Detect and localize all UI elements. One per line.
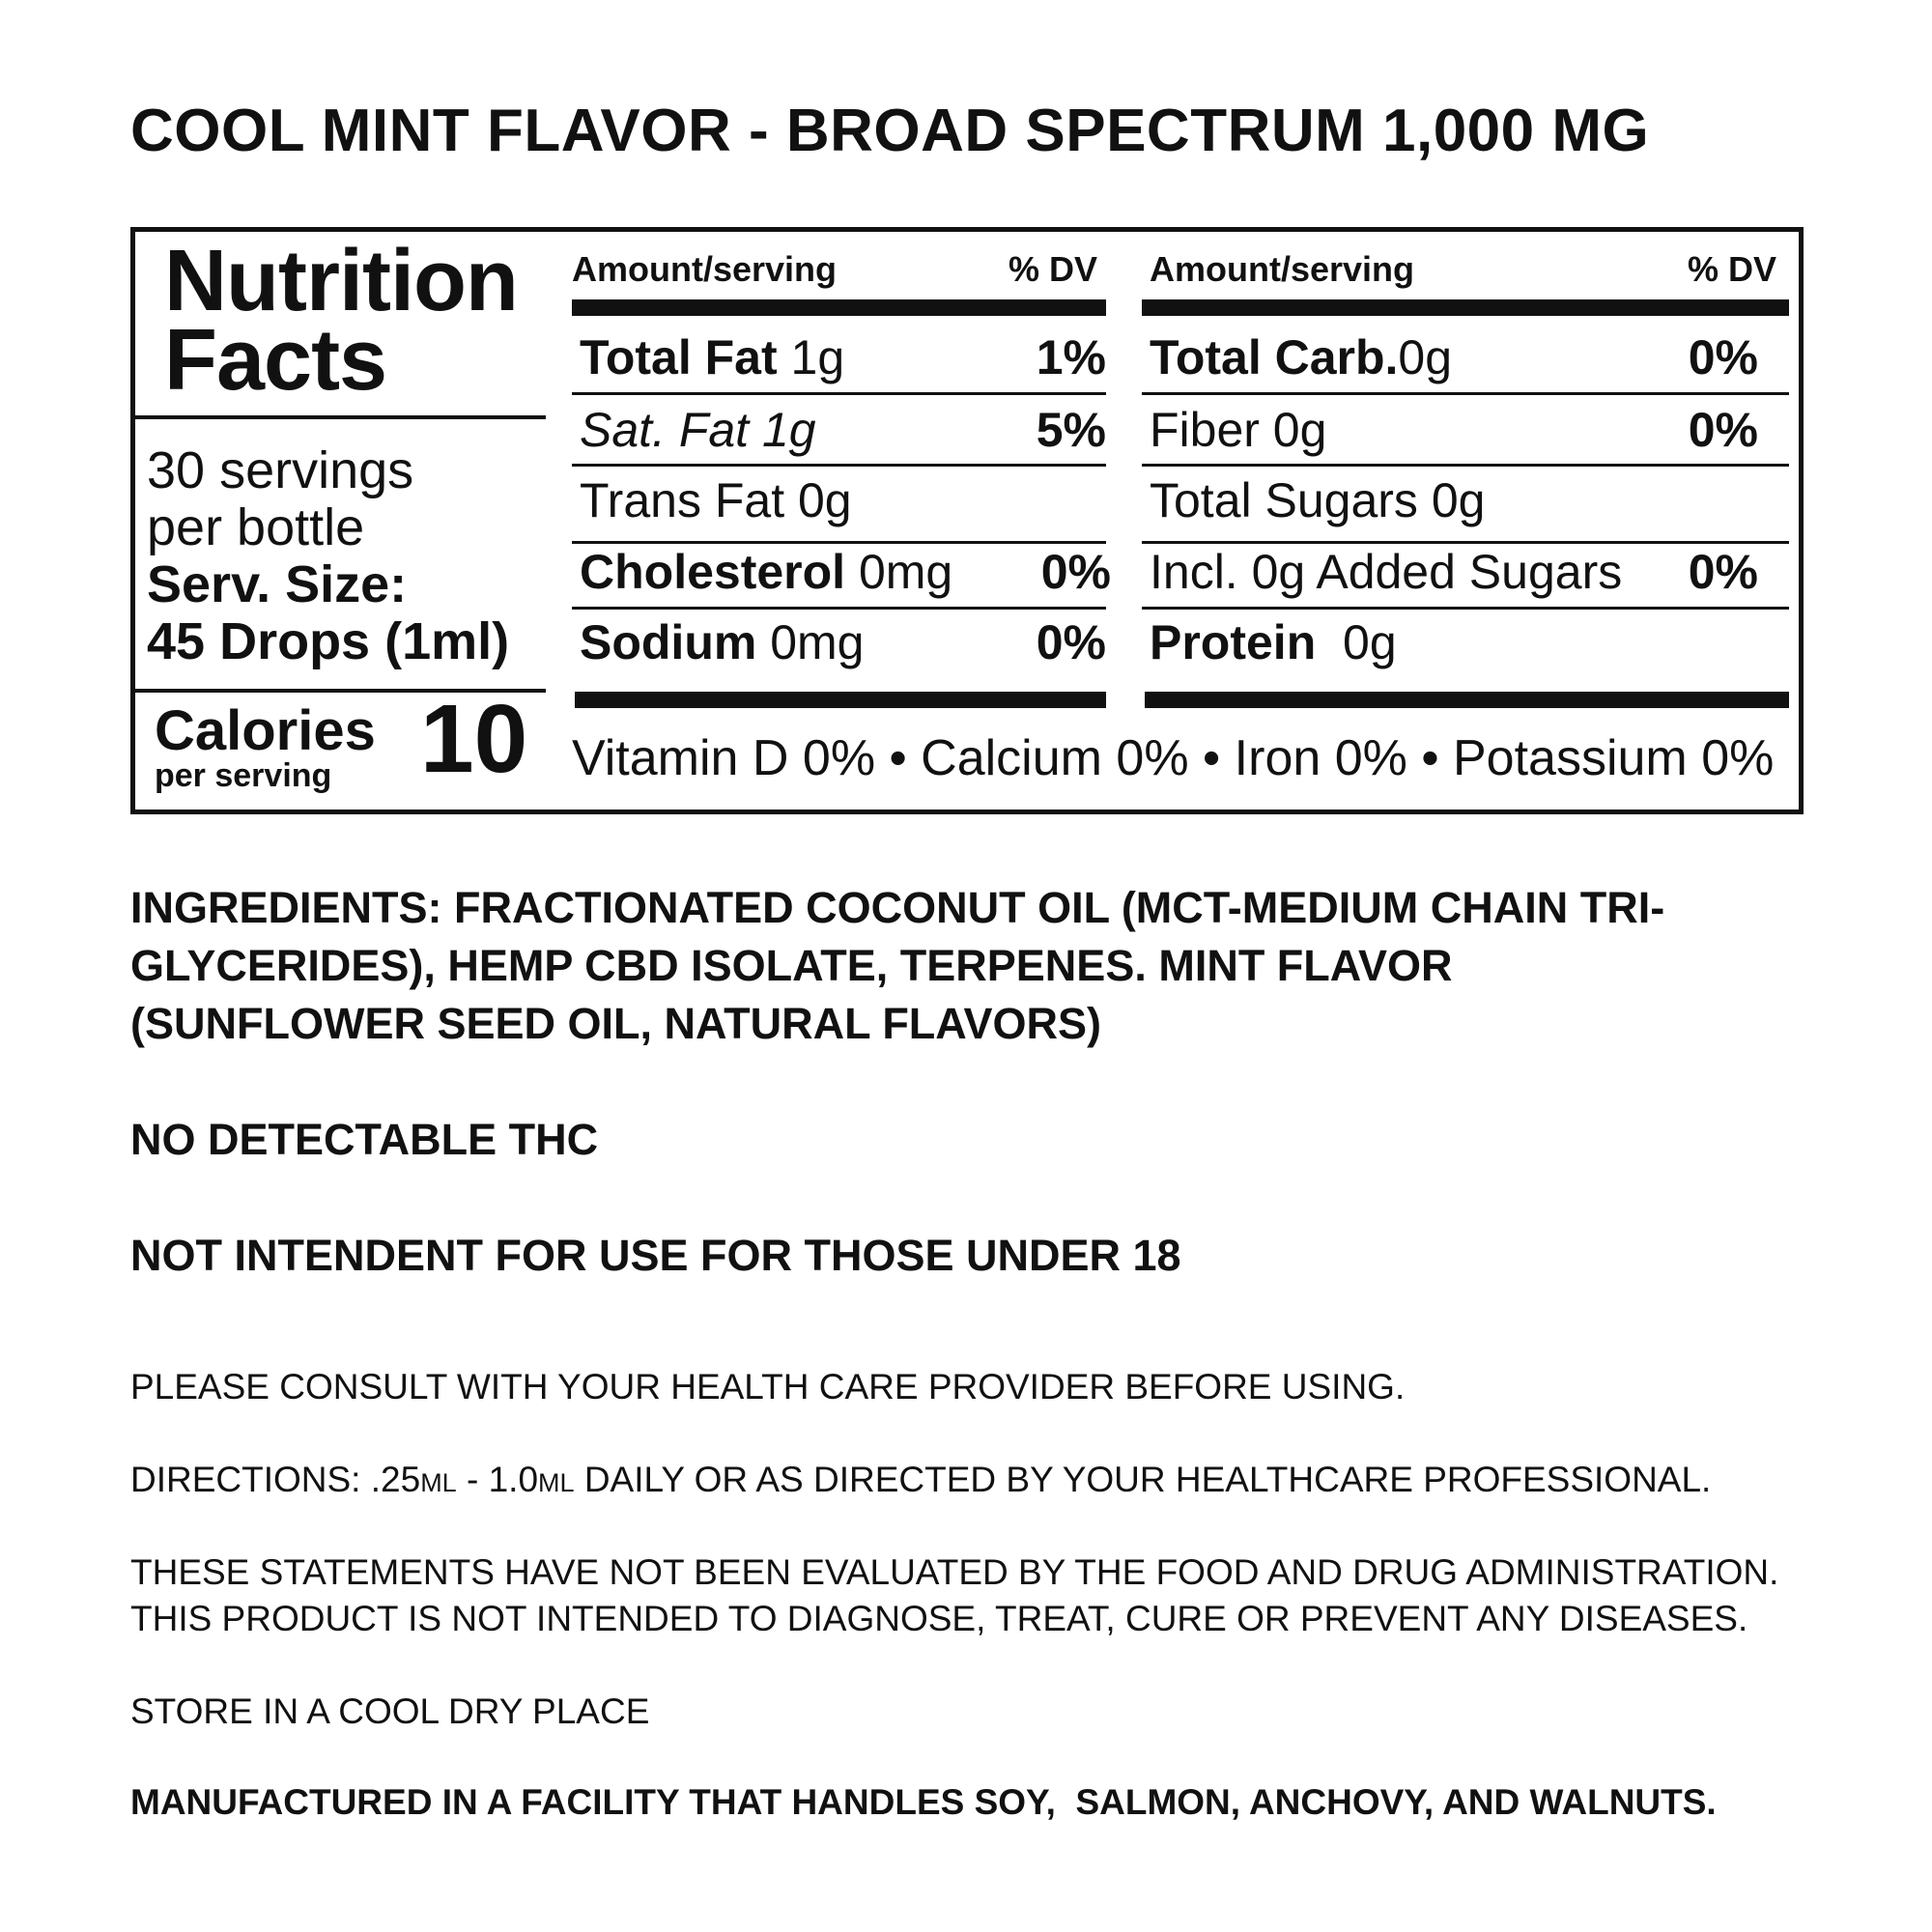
nutrient-amount: 0mg <box>756 615 865 669</box>
nutrient-row-total-sugars <box>1150 471 1485 529</box>
nutrient-row-trans-fat <box>580 471 852 529</box>
directions-prefix: DIRECTIONS: .25 <box>130 1460 421 1499</box>
heading-line-1: Nutrition <box>164 233 518 329</box>
fda-line-2: THIS PRODUCT IS NOT INTENDED TO DIAGNOSE, TREAT, CURE OR PREVENT ANY DISEASES. <box>130 1599 1748 1638</box>
nutrient-row-total-fat <box>580 328 844 386</box>
nutrient-row-protein <box>1150 613 1397 671</box>
consult-notice: PLEASE CONSULT WITH YOUR HEALTH CARE PROVIDER BEFORE USING. <box>130 1367 1406 1406</box>
directions <box>130 1457 1711 1506</box>
nutrient-dv-cholesterol: 0% <box>1040 545 1111 599</box>
serving-size <box>147 556 509 670</box>
servings-line-2: per bottle <box>147 498 365 556</box>
directions-unit: ML <box>420 1468 457 1497</box>
nutrient-name: Incl. 0g Added Sugars <box>1150 545 1623 599</box>
right-thick-rule-top <box>1142 299 1789 316</box>
nutrient-name: Sat. Fat 1g <box>580 403 816 457</box>
nutrient-name: Sodium <box>580 615 757 669</box>
nutrient-amount: 0g <box>1316 615 1397 669</box>
calories-label: Calories <box>155 699 376 762</box>
right-dv-header: % DV <box>1688 249 1777 289</box>
nutrient-row-sat-fat <box>580 401 816 459</box>
left-amount-header: Amount/serving <box>572 249 838 289</box>
nutrient-name: Total Sugars 0g <box>1150 473 1486 527</box>
servings-per-bottle <box>147 442 413 556</box>
no-thc-notice: NO DETECTABLE THC <box>130 1115 599 1164</box>
left-divider-top <box>135 415 546 419</box>
directions-suffix: DAILY OR AS DIRECTED BY YOUR HEALTHCARE PROFESSIONAL. <box>574 1460 1712 1499</box>
servings-line-1: 30 servings <box>147 441 414 499</box>
row-divider <box>1142 392 1789 395</box>
nutrient-row-cholesterol <box>580 543 952 601</box>
nutrient-row-total-carb <box>1150 328 1452 386</box>
nutrient-dv-total-fat: 1% <box>1036 330 1106 384</box>
nutrient-dv-fiber: 0% <box>1688 403 1758 457</box>
storage-instructions: STORE IN A COOL DRY PLACE <box>130 1691 650 1731</box>
left-thick-rule-bottom <box>575 692 1106 708</box>
row-divider <box>572 392 1106 395</box>
nutrient-dv-sodium: 0% <box>1036 615 1106 669</box>
age-warning: NOT INTENDENT FOR USE FOR THOSE UNDER 18 <box>130 1231 1181 1280</box>
nutrient-dv-total-carb: 0% <box>1688 330 1758 384</box>
nutrient-row-added-sugars <box>1150 543 1622 601</box>
nutrition-facts-panel <box>130 227 1804 814</box>
nutrient-name: Trans Fat 0g <box>580 473 852 527</box>
nutrient-name: Protein <box>1150 615 1317 669</box>
nutrient-amount: 1g <box>777 330 845 384</box>
serving-size-label: Serv. Size: <box>147 555 408 613</box>
nutrient-name: Total Fat <box>580 330 778 384</box>
nutrient-row-fiber <box>1150 401 1326 459</box>
right-thick-rule-bottom <box>1145 692 1789 708</box>
fda-disclaimer <box>130 1549 1778 1642</box>
nutrient-name: Total Carb. <box>1150 330 1399 384</box>
row-divider <box>1142 607 1789 610</box>
allergen-statement: MANUFACTURED IN A FACILITY THAT HANDLES SOY, SALMON, ANCHOVY, AND WALNUTS. <box>130 1782 1717 1822</box>
heading-line-2: Facts <box>164 312 387 409</box>
right-amount-header: Amount/serving <box>1150 249 1415 289</box>
nutrient-dv-sat-fat: 5% <box>1036 403 1106 457</box>
directions-unit: ML <box>538 1468 575 1497</box>
fda-line-1: THESE STATEMENTS HAVE NOT BEEN EVALUATED BY THE FOOD AND DRUG ADMINISTRATION. <box>130 1552 1779 1592</box>
calories-value: 10 <box>420 685 528 793</box>
row-divider <box>572 607 1106 610</box>
calories-sublabel: per serving <box>155 757 332 794</box>
vitamins-line: Vitamin D 0% • Calcium 0% • Iron 0% • Potassium 0% <box>572 730 1775 786</box>
nutrition-facts-heading <box>164 233 518 409</box>
nutrient-row-sodium <box>580 613 865 671</box>
serving-size-value: 45 Drops (1ml) <box>147 612 510 670</box>
nutrient-name: Fiber 0g <box>1150 403 1327 457</box>
nutrient-amount: 0g <box>1398 330 1453 384</box>
row-divider <box>1142 464 1789 467</box>
nutrient-name: Cholesterol <box>580 545 846 599</box>
left-dv-header: % DV <box>1009 249 1098 289</box>
nutrient-dv-added-sugars: 0% <box>1688 545 1758 599</box>
ingredients: INGREDIENTS: FRACTIONATED COCONUT OIL (MCT-MEDIUM CHAIN TRI-GLYCERIDES), HEMP CBD ISOLATE, TERPENES. MINT FLAVOR (SUNFLOWER SEED OIL, NATURAL FLAVORS) <box>130 883 1665 1048</box>
nutrient-amount: 0mg <box>845 545 953 599</box>
row-divider <box>572 464 1106 467</box>
product-title: COOL MINT FLAVOR - BROAD SPECTRUM 1,000 MG <box>130 98 1650 164</box>
directions-middle: - 1.0 <box>456 1460 539 1499</box>
left-thick-rule-top <box>572 299 1106 316</box>
